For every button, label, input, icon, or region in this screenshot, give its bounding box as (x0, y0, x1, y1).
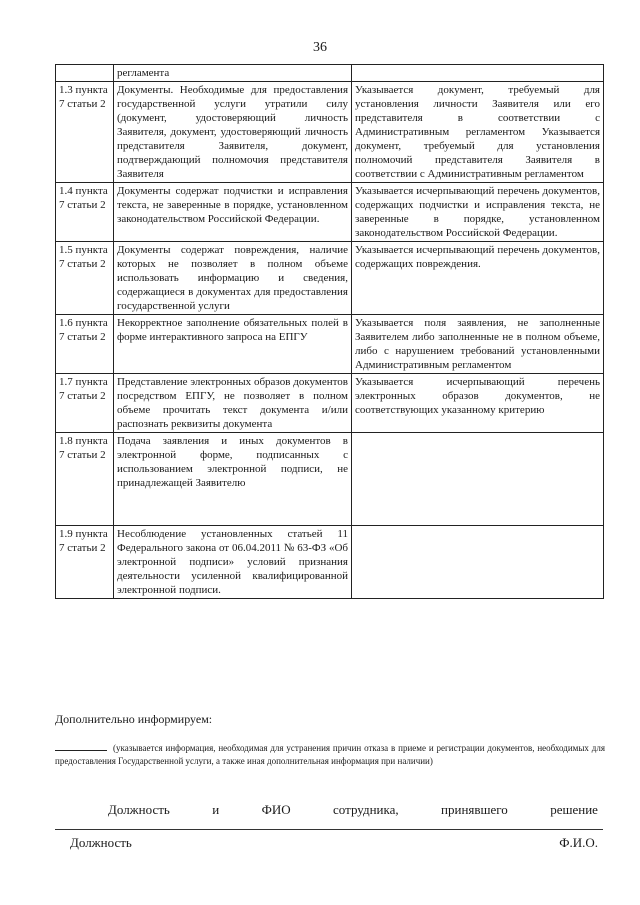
row-number (56, 65, 114, 82)
table-row (56, 374, 604, 433)
explanation-text (352, 65, 604, 82)
explanation-text: Указывается документ, требуемый для установления личности Заявителя или его представителя в соответствии с Административным регламентом Указывается документ, требуемый для установления полномочий представителя Заявителя в соответствии с Административным регламентом (352, 82, 604, 183)
signature-word: ФИО (261, 802, 291, 817)
reason-text: Некорректное заполнение обязательных полей в форме интерактивного запроса на ЕПГУ (114, 315, 352, 374)
reason-text: Подача заявления и иных документов в электронной форме, подписанных с использованием электронной подписи, не принадлежащей Заявителю (114, 433, 352, 526)
signature-rule (55, 829, 603, 830)
explanation-text: Указывается исчерпывающий перечень документов, содержащих подчистки и исправления текста, не заверенные в порядке, установленном законодательством Российской Федерации. (352, 183, 604, 242)
fill-in-blank (55, 750, 107, 751)
full-name-label: Ф.И.О. (559, 835, 598, 850)
explanation-text (352, 526, 604, 599)
table-row (56, 315, 604, 374)
refusal-reasons-table (55, 64, 604, 599)
table-row (56, 433, 604, 526)
explanation-text: Указывается исчерпывающий перечень документов, содержащих повреждения. (352, 242, 604, 315)
position-label: Должность (70, 835, 132, 850)
reason-text: Несоблюдение установленных статьей 11 Федерального закона от 06.04.2011 № 63-ФЗ «Об электронной подписи» условий признания деятельности усиленной квалифицированной электронной подписи. (114, 526, 352, 599)
reason-text: Документы содержат подчистки и исправления текста, не заверенные в порядке, установленном законодательством Российской Федерации. (114, 183, 352, 242)
table-row (56, 242, 604, 315)
reason-text: Документы содержат повреждения, наличие которых не позволяет в полном объеме использовать информацию и сведения, содержащиеся в документах для предоставления государственной услуги (114, 242, 352, 315)
row-number: 1.3 пункта 7 статьи 2 (56, 82, 114, 183)
footnote-text: (указывается информация, необходимая для устранения причин отказа в приеме и регистрации документов, необходимых для предоставления Государственной услуги, а также иная дополнительная информация при наличии) (55, 743, 605, 766)
page-number: 36 (313, 40, 327, 55)
row-number: 1.6 пункта 7 статьи 2 (56, 315, 114, 374)
row-number: 1.7 пункта 7 статьи 2 (56, 374, 114, 433)
row-number: 1.5 пункта 7 статьи 2 (56, 242, 114, 315)
explanation-text (352, 433, 604, 526)
row-number: 1.8 пункта 7 статьи 2 (56, 433, 114, 526)
row-number: 1.9 пункта 7 статьи 2 (56, 526, 114, 599)
explanation-text: Указывается поля заявления, не заполненные Заявителем либо заполненные не в полном объеме, либо с нарушением требований установленными Административным регламентом (352, 315, 604, 374)
explanation-text: Указывается исчерпывающий перечень электронных образов документов, не соответствующих указанному критерию (352, 374, 604, 433)
reason-text: Документы. Необходимые для предоставления государственной услуги утратили силу (документ, удостоверяющий личность Заявителя, документ, удостоверяющий личность представителя Заявителя, документ, подтверждающий полномочия представителя Заявителя (114, 82, 352, 183)
reason-text: Представление электронных образов документов посредством ЕПГУ, не позволяет в полном объеме прочитать текст документа и/или распознать реквизиты документа (114, 374, 352, 433)
table-row (56, 65, 604, 82)
table-row (56, 526, 604, 599)
signature-caption (108, 802, 598, 818)
table-row (56, 183, 604, 242)
table-row (56, 82, 604, 183)
signature-word: сотрудника, (333, 802, 399, 817)
reason-text: регламента (114, 65, 352, 82)
row-number: 1.4 пункта 7 статьи 2 (56, 183, 114, 242)
additional-info-footnote (55, 742, 605, 768)
signature-word: решение (550, 802, 598, 817)
signature-word: и (212, 802, 220, 817)
signature-word: принявшего (441, 802, 508, 817)
signature-word: Должность (108, 802, 170, 817)
additional-info-label: Дополнительно информируем: (55, 712, 213, 726)
